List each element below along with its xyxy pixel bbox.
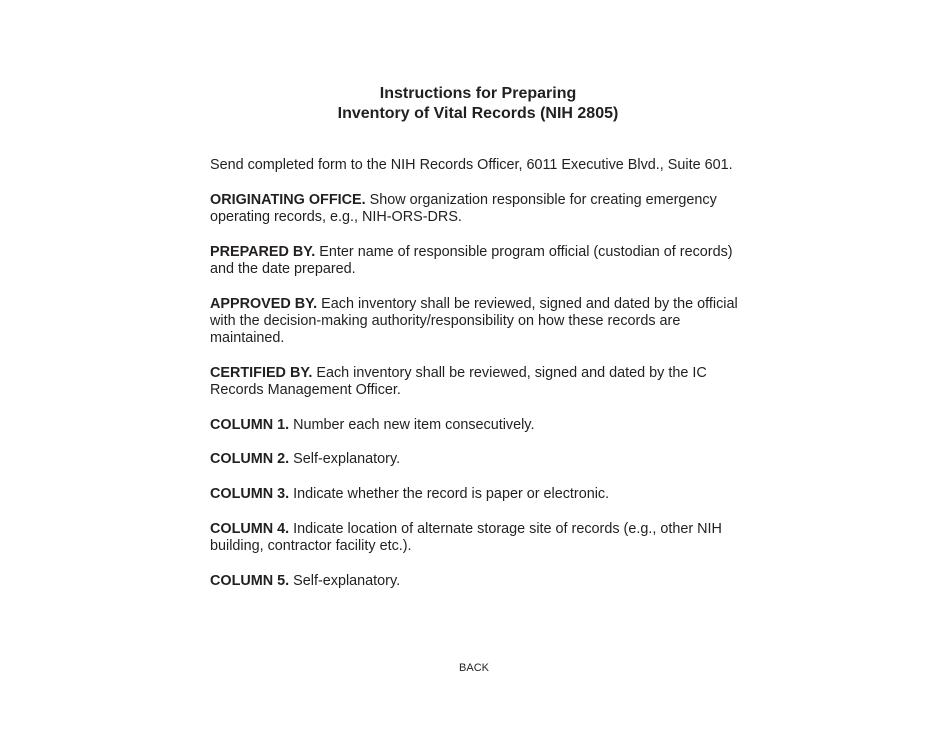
section-column-3 — [210, 486, 755, 503]
section-text: Enter name of responsible program official (custodian of records) and the date prepared. — [210, 243, 733, 277]
section-label: COLUMN 5. — [210, 572, 290, 589]
section-certified-by — [210, 365, 755, 399]
title-line-2: Inventory of Vital Records (NIH 2805) — [337, 105, 619, 122]
section-column-4 — [210, 521, 755, 555]
section-text: Each inventory shall be reviewed, signed and dated by the IC Records Management Officer. — [210, 364, 707, 398]
section-originating-office — [210, 192, 755, 226]
section-text: Show organization responsible for creating emergency operating records, e.g., NIH-ORS-DRS. — [210, 191, 717, 225]
intro-paragraph: Send completed form to the NIH Records Officer, 6011 Executive Blvd., Suite 601. — [210, 157, 733, 173]
instructions-body — [210, 157, 755, 607]
section-column-5 — [210, 573, 755, 590]
section-prepared-by — [210, 244, 755, 278]
section-column-2 — [210, 451, 755, 468]
section-text: Each inventory shall be reviewed, signed and dated by the official with the decision-making authority/responsibility on how these records are maintained. — [210, 295, 738, 346]
section-text: Indicate whether the record is paper or electronic. — [289, 485, 610, 502]
section-text: Number each new item consecutively. — [289, 416, 535, 433]
section-label: ORIGINATING OFFICE. — [210, 191, 366, 208]
section-label: CERTIFIED BY. — [210, 364, 313, 381]
section-text: Self-explanatory. — [289, 451, 401, 468]
section-label: APPROVED BY. — [210, 295, 318, 312]
section-text: Self-explanatory. — [289, 572, 401, 589]
section-column-1 — [210, 417, 755, 434]
section-label: COLUMN 1. — [210, 416, 290, 433]
section-approved-by — [210, 296, 755, 348]
section-text: Indicate location of alternate storage site of records (e.g., other NIH building, contractor facility etc.). — [210, 520, 722, 554]
section-label: PREPARED BY. — [210, 243, 316, 260]
section-label: COLUMN 4. — [210, 520, 290, 537]
section-label: COLUMN 2. — [210, 451, 290, 468]
back-link[interactable]: BACK — [459, 662, 489, 674]
section-label: COLUMN 3. — [210, 485, 290, 502]
title-line-1: Instructions for Preparing — [379, 85, 577, 102]
page-title — [0, 84, 950, 124]
